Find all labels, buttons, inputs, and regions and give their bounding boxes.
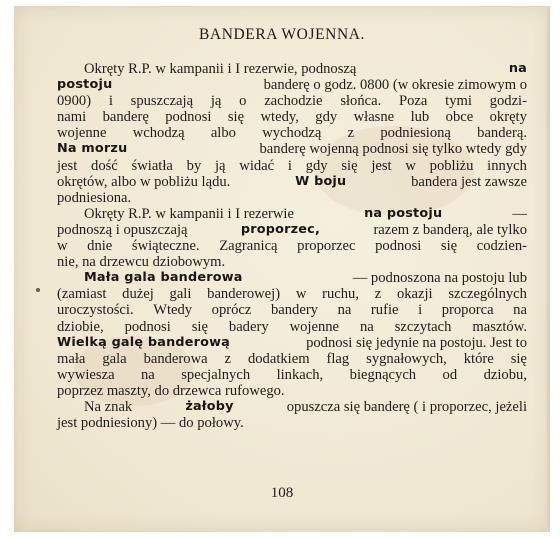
text-word: na: [337, 302, 352, 319]
text-run: Na znak: [84, 398, 133, 415]
page-number: 108: [270, 485, 294, 501]
book-page: [14, 6, 550, 532]
text-word: w: [405, 157, 416, 174]
text-line: [57, 141, 527, 157]
ink-speck: [36, 288, 40, 292]
page-title: BANDERA WOJENNA.: [198, 26, 366, 43]
text-word: lub: [410, 109, 430, 126]
text-word: się: [440, 238, 458, 255]
text-word: się: [191, 318, 208, 335]
text-word: biegnących: [349, 366, 417, 383]
bold-term: na postoju: [364, 205, 443, 221]
text-word: Zagranicą: [219, 238, 278, 255]
text-run: banderę o godz. 0800 (w okresie zimowym o: [263, 77, 527, 94]
text-word: bandery: [270, 302, 318, 319]
text-word: dodatkiem: [247, 350, 310, 367]
text-word: dnie: [87, 238, 113, 255]
text-word: na: [513, 302, 527, 319]
text-word: albo: [210, 125, 236, 142]
text-run: podnoszą i opuszczają: [57, 221, 188, 238]
text-word: godzi-: [489, 93, 527, 110]
text-word: okazji: [396, 286, 433, 303]
text-word: z: [374, 286, 382, 303]
bold-term: Wielką galę banderową: [57, 334, 230, 350]
text-line: [57, 77, 527, 93]
text-word: Poza: [399, 93, 428, 110]
text-word: ruchu,: [322, 286, 359, 303]
text-word: codzien-: [476, 238, 527, 255]
text-word: zachodzie: [264, 93, 323, 110]
body-text: [57, 61, 527, 431]
bold-term: proporzec,: [240, 221, 321, 237]
text-line: [57, 174, 527, 190]
text-line: [57, 222, 527, 238]
text-word: by: [186, 157, 202, 174]
bold-term: W boju: [295, 173, 347, 189]
text-run: Okręty R.P. w kampanii i I rezerwie: [84, 205, 294, 222]
text-line: [57, 335, 527, 351]
text-word: badery: [228, 318, 269, 335]
text-word: własne: [353, 109, 395, 126]
text-word: i: [418, 302, 423, 319]
text-word: uroczystości.: [57, 302, 134, 319]
text-run: poprzez maszty, do drzewca rufowego.: [57, 382, 285, 399]
text-word: banderowej): [207, 286, 281, 303]
text-line: [57, 206, 527, 222]
text-word: i: [108, 93, 113, 110]
text-line: [57, 254, 527, 270]
text-word: spuszczają: [130, 93, 194, 110]
text-word: banderowa: [143, 350, 208, 367]
text-line: [57, 61, 527, 77]
text-word: gdy: [315, 109, 338, 126]
text-word: słońca.: [340, 93, 382, 110]
text-word: na: [141, 366, 155, 383]
text-word: dość: [91, 157, 118, 174]
text-word: dziobie,: [57, 318, 104, 335]
text-word: wchodzą: [132, 125, 185, 142]
text-word: sygnałowych,: [366, 350, 447, 367]
text-word: podnosi: [375, 238, 422, 255]
text-word: mała: [57, 350, 86, 367]
text-word: innych: [487, 157, 527, 174]
text-line: [57, 367, 527, 383]
text-word: nami: [57, 109, 87, 126]
bold-term: na: [508, 61, 527, 76]
text-word: linkach,: [276, 366, 324, 383]
text-word: pobliżu: [429, 157, 474, 174]
text-word: światła: [131, 157, 173, 174]
text-line: [57, 125, 527, 141]
text-run: — podnoszona na postoju lub: [352, 270, 527, 287]
text-word: które: [463, 350, 494, 367]
text-word: ją: [210, 93, 222, 110]
text-word: wojenne: [57, 125, 107, 142]
text-word: się: [341, 157, 358, 174]
text-word: obce: [445, 109, 474, 126]
text-run: podniesiona.: [57, 189, 132, 206]
text-line: [57, 383, 527, 399]
text-run: podnosi się jedynie na postoju. Jest to: [306, 334, 527, 351]
text-line: [57, 319, 527, 335]
text-word: w: [57, 238, 68, 255]
text-word: jest: [371, 157, 392, 174]
text-word: banderę: [102, 109, 149, 126]
text-word: proporca: [441, 302, 494, 319]
text-word: dziobu,: [483, 366, 527, 383]
text-word: gala: [102, 350, 127, 367]
text-word: gdy: [305, 157, 328, 174]
text-word: dużej: [122, 286, 154, 303]
text-word: wtedy,: [260, 109, 299, 126]
text-line: [57, 415, 527, 431]
text-word: podniesioną: [380, 125, 451, 142]
text-word: na: [359, 318, 374, 335]
bold-term: postoju: [57, 77, 113, 93]
text-word: flag: [326, 350, 350, 367]
text-word: oprócz: [211, 302, 252, 319]
bold-term: żałoby: [185, 398, 234, 414]
text-word: tymi: [445, 93, 472, 110]
text-word: świąteczne.: [131, 238, 200, 255]
text-line: [57, 286, 527, 302]
text-word: banderą.: [477, 125, 527, 142]
text-line: [57, 302, 527, 318]
text-word: się: [510, 350, 527, 367]
page-edge: [546, 6, 550, 532]
text-word: szczególnych: [448, 286, 527, 303]
bold-term: Mała gala banderowa: [84, 270, 243, 286]
text-word: z: [347, 125, 355, 142]
text-word: podnosi: [165, 109, 212, 126]
text-run: jest podniesiony) — do połowy.: [57, 415, 244, 432]
text-run: nie, na drzewcu dziobowym.: [57, 254, 226, 271]
text-word: o: [239, 93, 247, 110]
text-word: 0900): [57, 93, 92, 110]
text-word: jest: [57, 157, 78, 174]
text-run: banderę wojenną podnosi się tylko wtedy gdy: [259, 141, 527, 158]
text-run: —: [512, 205, 527, 222]
text-word: (zamiast: [57, 286, 107, 303]
text-line: [57, 190, 527, 206]
text-line: [57, 399, 527, 415]
text-word: szczytach: [394, 318, 452, 335]
text-word: Wtedy: [153, 302, 193, 319]
text-word: okręty: [489, 109, 527, 126]
text-line: [57, 93, 527, 109]
text-line: [57, 351, 527, 367]
text-word: podnosi: [124, 318, 171, 335]
text-word: wywiesza: [57, 366, 115, 383]
text-run: opuszcza się banderę ( i proporzec, jeżeli: [286, 398, 527, 415]
text-word: ją: [214, 157, 226, 174]
text-run: Okręty R.P. w kampanii i I rezerwie, podnoszą: [84, 61, 357, 77]
text-word: proporzec: [297, 238, 356, 255]
text-line: [57, 270, 527, 286]
bold-term: Na morzu: [57, 141, 128, 157]
text-word: specjalnych: [181, 366, 251, 383]
text-line: [57, 109, 527, 125]
text-run: okrętów, albo w pobliżu lądu.: [57, 173, 231, 190]
text-word: i: [287, 157, 292, 174]
text-run: razem z banderą, ale tylko: [373, 221, 527, 238]
text-word: wojenne: [289, 318, 340, 335]
text-word: widać: [239, 157, 275, 174]
text-run: bandera jest zawsze: [411, 173, 527, 190]
text-word: się: [227, 109, 245, 126]
text-word: od: [442, 366, 458, 383]
text-line: [57, 158, 527, 174]
text-word: w: [295, 286, 307, 303]
text-word: masztów.: [472, 318, 527, 335]
text-word: z: [224, 350, 232, 367]
text-word: rufie: [370, 302, 399, 319]
text-line: [57, 238, 527, 254]
text-word: wychodzą: [262, 125, 322, 142]
text-word: gali: [169, 286, 192, 303]
